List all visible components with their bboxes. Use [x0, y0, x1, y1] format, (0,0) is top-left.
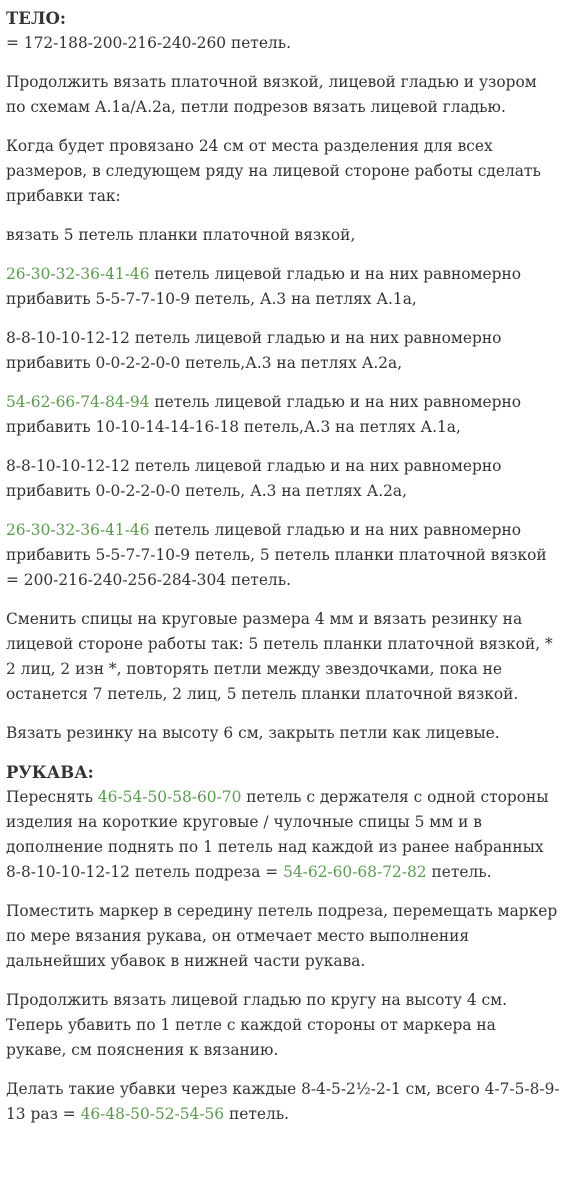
- paragraph-text: петель.: [426, 863, 492, 881]
- highlight-stitch-count: 26-30-32-36-41-46: [6, 265, 150, 283]
- highlight-stitch-count: 26-30-32-36-41-46: [6, 521, 150, 539]
- paragraph-text: Делать такие убавки через каждые 8-4-5-2½-2-1 см, всего 4-7-5-8-9-13 раз =: [6, 1080, 560, 1123]
- paragraph-sleeve-decreases: [6, 1077, 561, 1127]
- paragraph-text: Переснять: [6, 788, 98, 806]
- paragraph-text: петель лицевой гладью и на них равномерно прибавить 5-5-7-7-10-9 петель, А.3 на петлях А.1а,: [6, 265, 521, 308]
- section-heading-body: ТЕЛО:: [6, 9, 66, 28]
- paragraph-sleeve-marker: Поместить маркер в середину петель подреза, перемещать маркер по мере вязания рукава, он отмечает место выполнения дальнейших убавок в нижней части рукава.: [6, 902, 558, 970]
- paragraph-stitch-total: = 172-188-200-216-240-260 петель.: [6, 34, 291, 52]
- paragraph-rib-instructions: Сменить спицы на круговые размера 4 мм и вязать резинку на лицевой стороне работы так: 5 петель планки платочной вязкой, * 2 лиц, 2 изн *, повторять петли между звездочками, пока не останется 7 петель, 2 лиц, 5 петель планки платочной вязкой.: [6, 610, 553, 703]
- highlight-stitch-count: 54-62-60-68-72-82: [283, 863, 427, 881]
- paragraph-text: петель с держателя с одной стороны изделия на короткие круговые / чулочные спицы 5 мм и в дополнение поднять по 1 петель над каждой из ранее набранных 8-8-10-10-12-12 петель подреза =: [6, 788, 549, 881]
- highlight-stitch-count: 46-48-50-52-54-56: [80, 1105, 225, 1123]
- highlight-stitch-count: 54-62-66-74-84-94: [6, 393, 150, 411]
- paragraph-continue-knitting: Продолжить вязать платочной вязкой, лицевой гладью и узором по схемам А.1а/А.2а, петли подрезов вязать лицевой гладью.: [6, 73, 537, 116]
- paragraph-sleeve-continue: Продолжить вязать лицевой гладью по кругу на высоту 4 см. Теперь убавить по 1 петле с каждой стороны от маркера на рукаве, см пояснения к вязанию.: [6, 991, 507, 1059]
- paragraph-increase-3: [6, 390, 561, 440]
- highlight-stitch-count: 46-54-50-58-60-70: [97, 788, 242, 806]
- paragraph-increase-2: 8-8-10-10-12-12 петель лицевой гладью и на них равномерно прибавить 0-0-2-2-0-0 петель,А.3 на петлях А.2а,: [6, 329, 502, 372]
- paragraph-sleeve-pickup: [6, 785, 561, 885]
- paragraph-increase-1: [6, 262, 561, 312]
- paragraph-rib-bind-off: Вязать резинку на высоту 6 см, закрыть петли как лицевые.: [6, 724, 500, 742]
- paragraph-knit-5-border: вязать 5 петель планки платочной вязкой,: [6, 226, 356, 244]
- section-heading-sleeves: РУКАВА:: [6, 763, 94, 782]
- paragraph-increase-4: 8-8-10-10-12-12 петель лицевой гладью и на них равномерно прибавить 0-0-2-2-0-0 петель, А.3 на петлях А.2а,: [6, 457, 502, 500]
- paragraph-text: петель лицевой гладью и на них равномерно прибавить 10-10-14-14-16-18 петель,А.3 на петлях А.1а,: [6, 393, 521, 436]
- paragraph-when-24cm: Когда будет провязано 24 см от места разделения для всех размеров, в следующем ряду на лицевой стороне работы сделать прибавки так:: [6, 137, 541, 205]
- paragraph-increase-5: [6, 518, 561, 593]
- paragraph-text: петель лицевой гладью и на них равномерно прибавить 5-5-7-7-10-9 петель, 5 петель планки платочной вязкой = 200-216-240-256-284-304 петель.: [6, 521, 547, 589]
- paragraph-text: петель.: [224, 1105, 290, 1123]
